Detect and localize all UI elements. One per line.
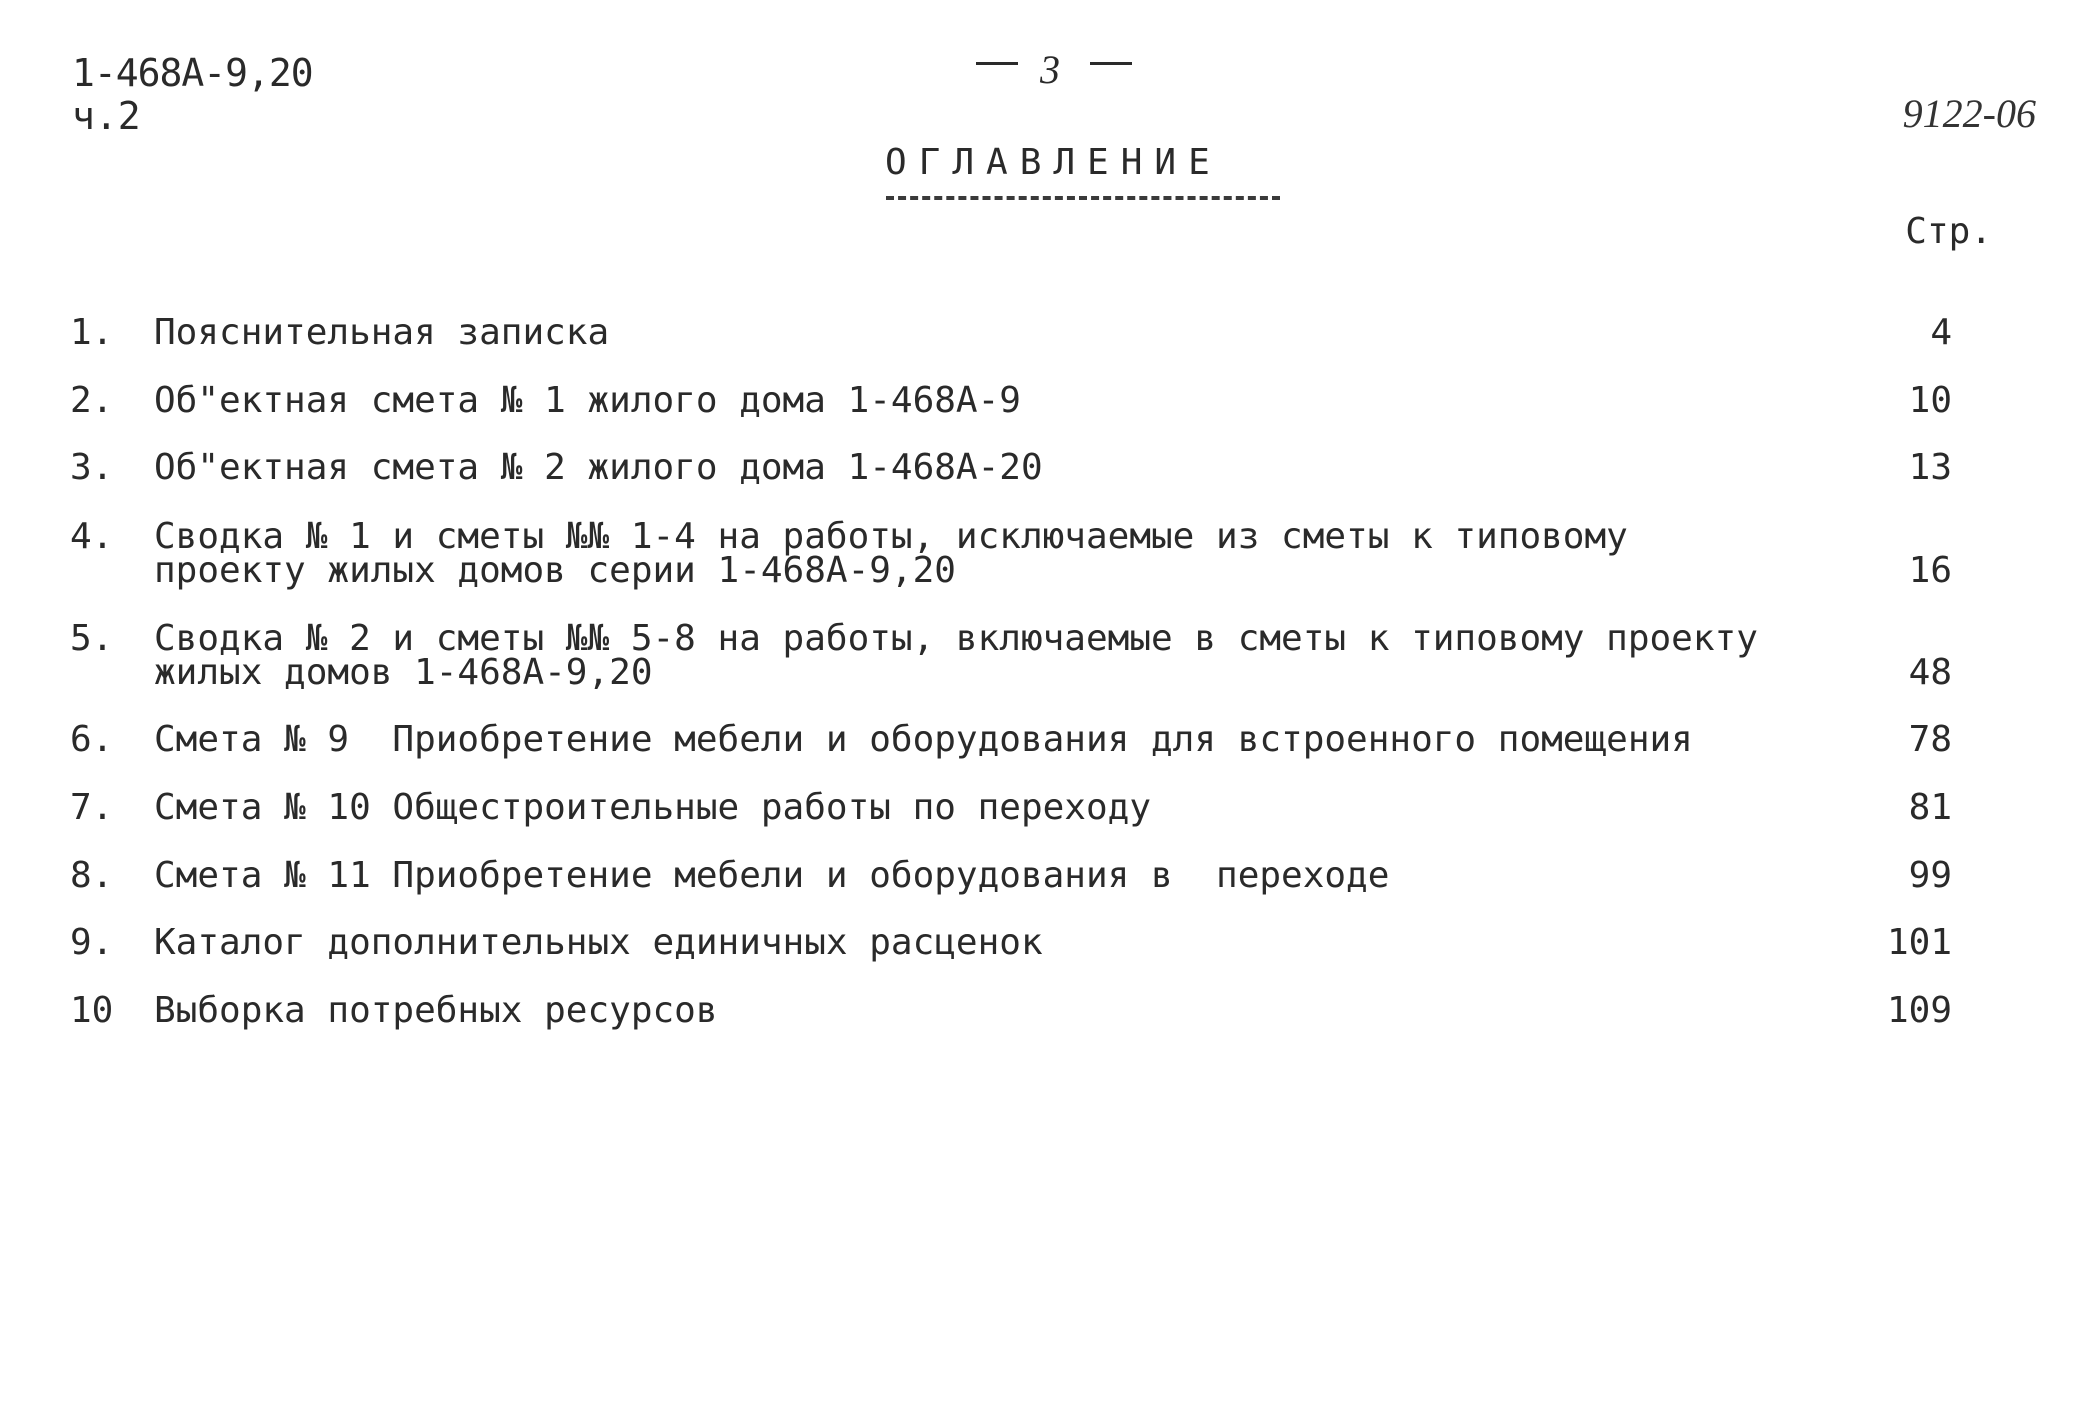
title-underline — [886, 196, 1280, 200]
toc-item-title: Каталог дополнительных единичных расценок — [154, 922, 1043, 963]
toc-item-number: 1. — [70, 312, 114, 353]
toc-item-number: 9. — [70, 922, 114, 963]
toc-item-number: 7. — [70, 787, 114, 828]
toc-item-number: 8. — [70, 855, 114, 896]
toc-item-title: Смета № 10 Общестроительные работы по переходу — [154, 787, 1151, 828]
toc-item-number: 6. — [70, 719, 114, 760]
toc-item-title: Об"ектная смета № 2 жилого дома 1-468А-20 — [154, 447, 1043, 488]
document-code: 1-468А-9,20 — [72, 51, 313, 95]
page-number: 3 — [970, 48, 1130, 92]
toc-item-page: 4 — [1930, 312, 1952, 353]
toc-item-title-line: Сводка № 1 и сметы №№ 1-4 на работы, исключаемые из сметы к типовому — [154, 516, 1628, 557]
document-part: ч.2 — [72, 94, 141, 138]
toc-item-title: Смета № 9 Приобретение мебели и оборудования для встроенного помещения — [154, 719, 1693, 760]
toc-item-page: 81 — [1908, 787, 1952, 828]
toc-item-title: Пояснительная записка — [154, 312, 610, 353]
toc-item-title: Смета № 11 Приобретение мебели и оборудования в переходе — [154, 855, 1390, 896]
toc-item-page: 101 — [1886, 922, 1952, 963]
toc-item-number: 10 — [70, 990, 114, 1031]
toc-item-title-line: жилых домов 1-468А-9,20 — [154, 652, 653, 693]
toc-item-page: 10 — [1908, 380, 1952, 421]
toc-item-title: Выборка потребных ресурсов — [154, 990, 718, 1031]
toc-item-title-line: проекту жилых домов серии 1-468А-9,20 — [154, 550, 956, 591]
toc-item-page: 16 — [1908, 550, 1952, 591]
toc-item-page: 109 — [1886, 990, 1952, 1031]
toc-item-page: 78 — [1908, 719, 1952, 760]
toc-item-page: 48 — [1908, 652, 1952, 693]
toc-item-title: Об"ектная смета № 1 жилого дома 1-468А-9 — [154, 380, 1021, 421]
archive-number: 9122-06 — [1902, 91, 2036, 136]
toc-item-number: 4. — [70, 516, 114, 557]
toc-item-page: 99 — [1908, 855, 1952, 896]
page-column-label: Стр. — [1905, 211, 1992, 252]
toc-item-number: 5. — [70, 618, 114, 659]
toc-item-number: 2. — [70, 380, 114, 421]
toc-item-title-line: Сводка № 2 и сметы №№ 5-8 на работы, включаемые в сметы к типовому проекту — [154, 618, 1758, 659]
toc-item-page: 13 — [1908, 447, 1952, 488]
page-title: ОГЛАВЛЕНИЕ — [885, 142, 1222, 183]
toc-item-number: 3. — [70, 447, 114, 488]
